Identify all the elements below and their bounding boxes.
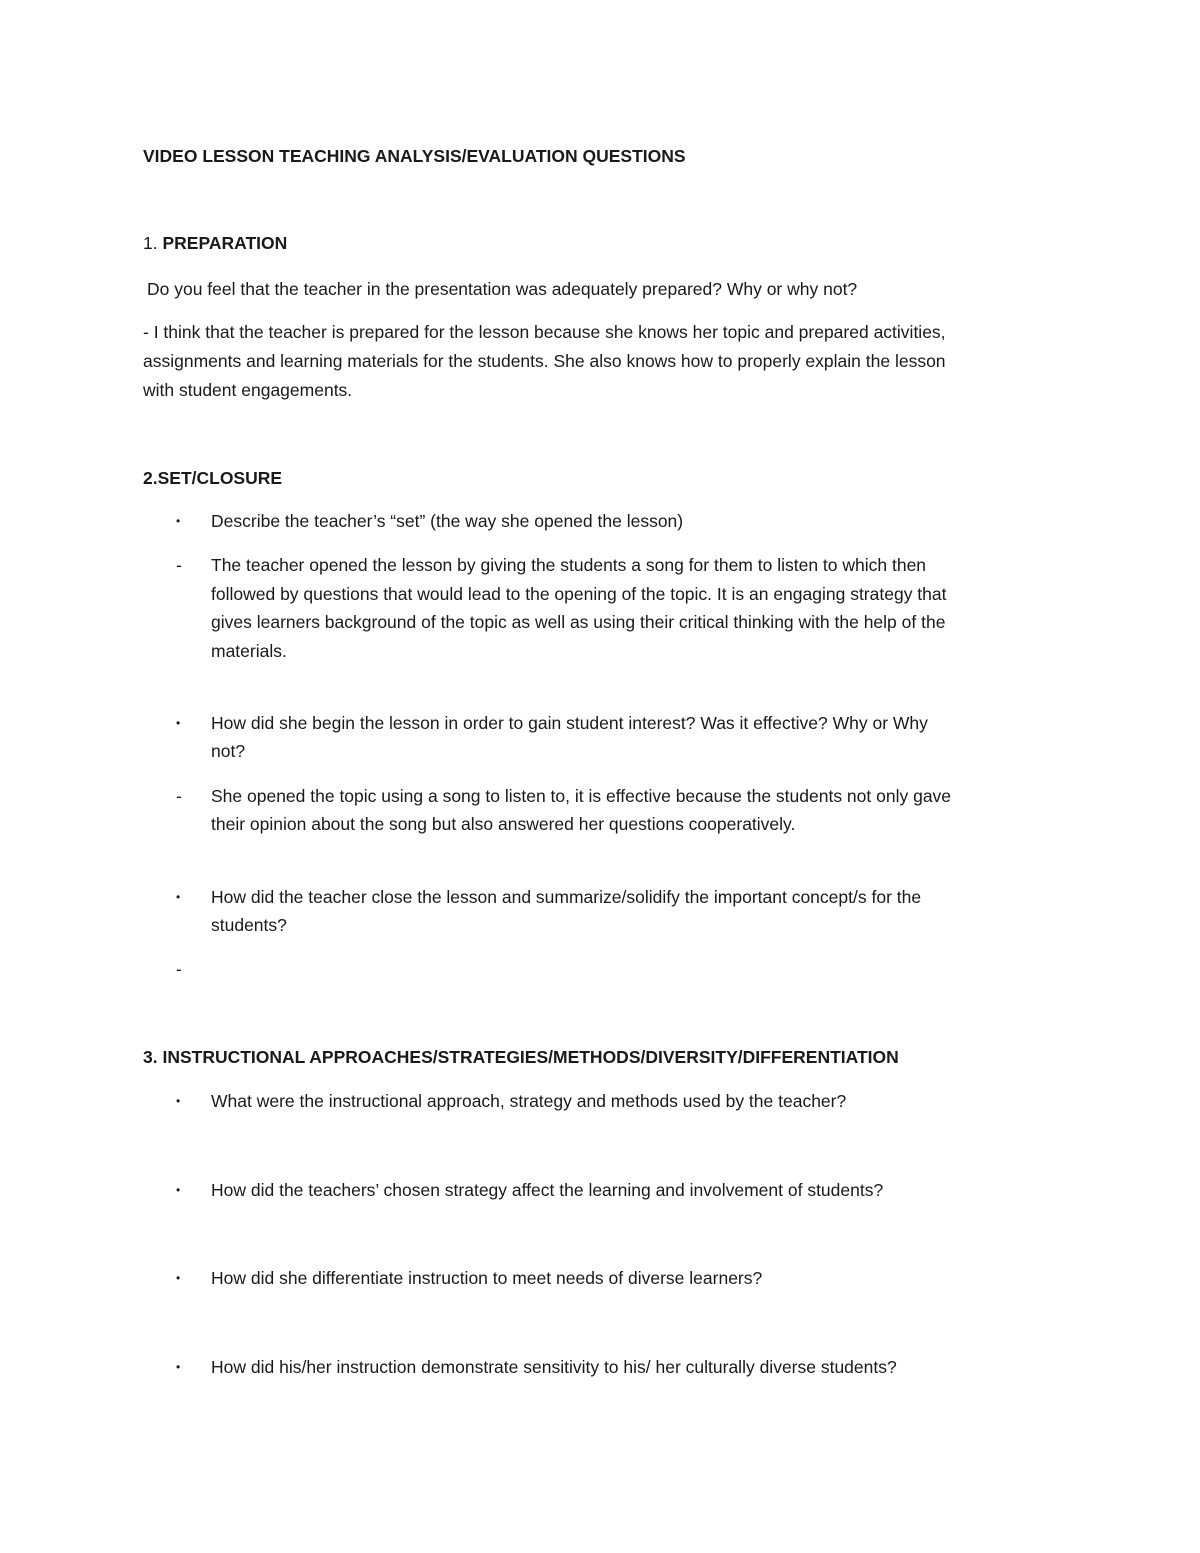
section-1-heading: [143, 229, 287, 258]
section-1-answer-line: with student engagements.: [143, 380, 353, 400]
section-2-question-3-line: How did the teacher close the lesson and summarize/solidify the important concept/s for the: [211, 887, 922, 907]
bullet-icon: •: [176, 1094, 181, 1108]
section-2-answer-1-line: materials.: [211, 641, 287, 661]
bullet-icon: •: [176, 890, 181, 904]
section-2-question-1: Describe the teacher’s “set” (the way she opened the lesson): [211, 511, 684, 531]
section-3-question-2: How did the teachers’ chosen strategy affect the learning and involvement of students?: [211, 1180, 884, 1200]
bullet-icon: •: [176, 1360, 181, 1374]
section-1-answer-line: assignments and learning materials for the students. She also knows how to properly explain the lesson: [143, 351, 946, 371]
section-2-answer-1-line: The teacher opened the lesson by giving the students a song for them to listen to which then: [211, 555, 927, 575]
dash-icon: -: [176, 555, 182, 575]
section-1-number: 1.: [143, 233, 163, 253]
section-1-answer-line: - I think that the teacher is prepared for the lesson because she knows her topic and prepared activities,: [143, 322, 946, 342]
bullet-icon: •: [176, 1183, 181, 1197]
section-3-question-3: How did she differentiate instruction to meet needs of diverse learners?: [211, 1268, 763, 1288]
dash-icon: -: [176, 786, 182, 806]
section-2-heading: 2.SET/CLOSURE: [143, 468, 283, 488]
section-3-question-4: How did his/her instruction demonstrate sensitivity to his/ her culturally diverse students?: [211, 1357, 897, 1377]
bullet-icon: •: [176, 514, 181, 528]
section-2-answer-1-line: followed by questions that would lead to the opening of the topic. It is an engaging strategy that: [211, 584, 947, 604]
section-2-question-2-line: How did she begin the lesson in order to gain student interest? Was it effective? Why or Why: [211, 713, 928, 733]
document-title: VIDEO LESSON TEACHING ANALYSIS/EVALUATION QUESTIONS: [143, 146, 686, 166]
section-3-question-1: What were the instructional approach, strategy and methods used by the teacher?: [211, 1091, 847, 1111]
section-2-question-2-line: not?: [211, 741, 246, 761]
section-1-question: Do you feel that the teacher in the presentation was adequately prepared? Why or why not?: [147, 279, 858, 299]
bullet-icon: •: [176, 1271, 181, 1285]
section-3-heading: 3. INSTRUCTIONAL APPROACHES/STRATEGIES/METHODS/DIVERSITY/DIFFERENTIATION: [143, 1047, 899, 1067]
section-1-title: PREPARATION: [162, 233, 288, 253]
section-2-question-3-line: students?: [211, 915, 287, 935]
dash-icon: -: [176, 959, 182, 979]
section-2-answer-1-line: gives learners background of the topic as well as using their critical thinking with the help of the: [211, 612, 946, 632]
section-2-answer-2-line: their opinion about the song but also answered her questions cooperatively.: [211, 814, 796, 834]
bullet-icon: •: [176, 716, 181, 730]
section-2-answer-2-line: She opened the topic using a song to listen to, it is effective because the students not only gave: [211, 786, 952, 806]
